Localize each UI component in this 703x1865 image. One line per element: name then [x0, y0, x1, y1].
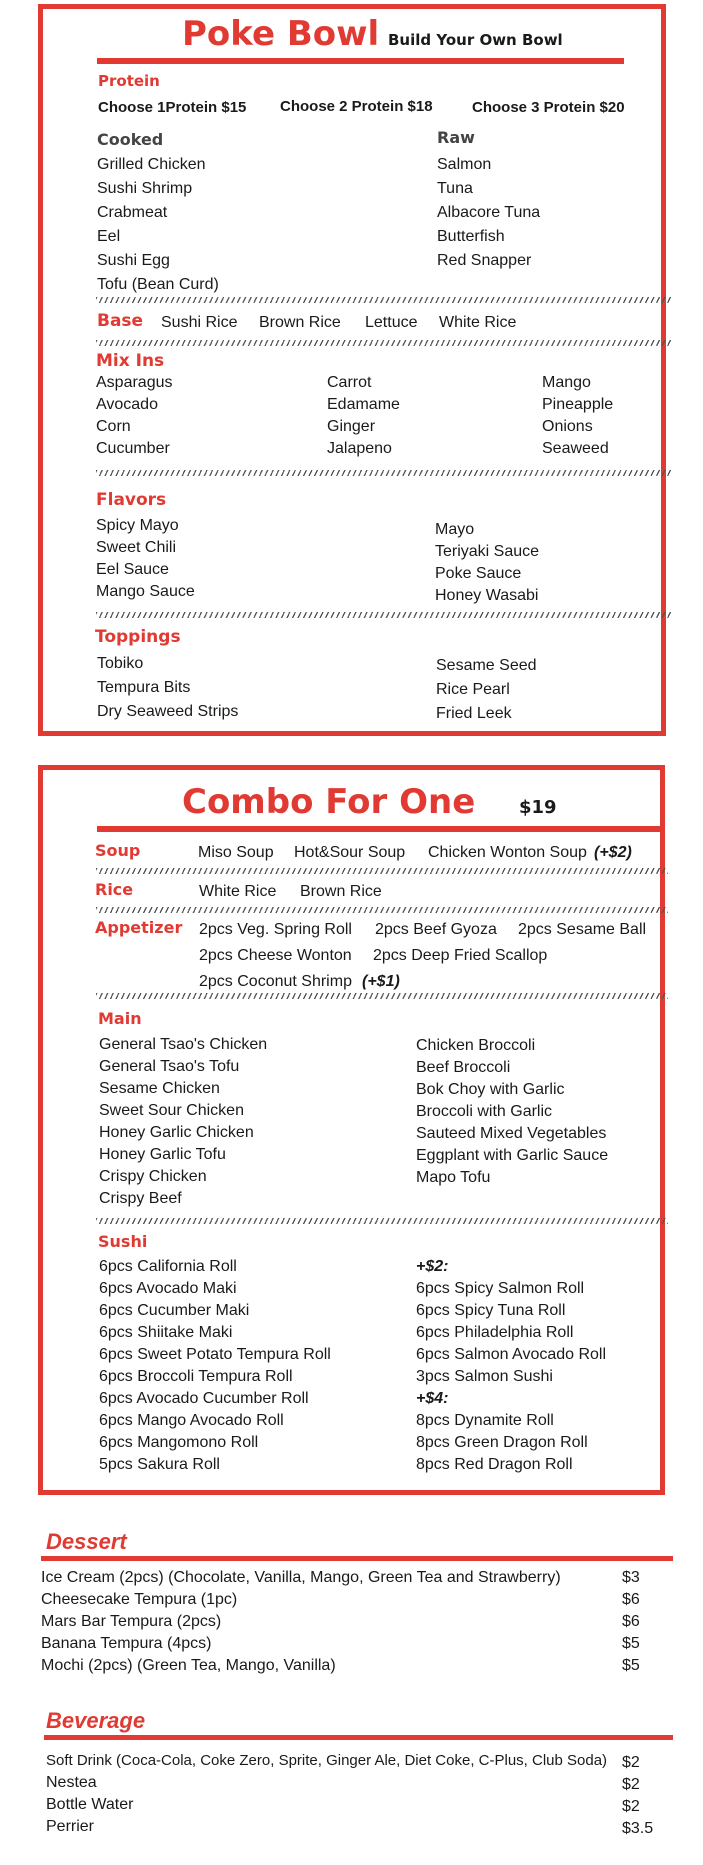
raw-heading: Raw [437, 128, 475, 147]
list-item: Mango Sauce [96, 583, 195, 600]
sushi-col-2 [416, 1256, 606, 1476]
list-item: Chicken Broccoli [416, 1037, 536, 1054]
list-item: 6pcs Spicy Tuna Roll [416, 1302, 566, 1319]
dessert-title: Dessert [46, 1529, 127, 1554]
divider [96, 340, 671, 346]
dessert-prices [622, 1567, 640, 1677]
appetizer-item: 2pcs Cheese Wonton [199, 947, 352, 964]
protein-heading: Protein [98, 72, 160, 90]
list-item: Ice Cream (2pcs) (Chocolate, Vanilla, Mango, Green Tea and Strawberry) [41, 1569, 561, 1586]
list-item: 6pcs Shiitake Maki [99, 1324, 233, 1341]
combo-price: $19 [519, 797, 557, 818]
list-item: Mapo Tofu [416, 1169, 491, 1186]
list-item: Red Snapper [437, 252, 532, 269]
list-item: 6pcs Broccoli Tempura Roll [99, 1368, 293, 1385]
list-item: Bottle Water [46, 1796, 134, 1813]
list-item: Sauteed Mixed Vegetables [416, 1125, 607, 1142]
list-item: Crispy Chicken [99, 1168, 207, 1185]
list-item: 6pcs Mangomono Roll [99, 1434, 259, 1451]
cooked-heading: Cooked [97, 130, 164, 149]
divider [96, 907, 668, 913]
main-col-2 [416, 1035, 608, 1189]
list-item: Asparagus [96, 374, 173, 391]
list-item: Soft Drink (Coca-Cola, Coke Zero, Sprite, Ginger Ale, Diet Coke, C-Plus, Club Soda) [46, 1752, 608, 1769]
list-item: Mango [542, 374, 591, 391]
appetizer-surcharge: (+$1) [362, 973, 400, 990]
list-item: Sushi Shrimp [97, 180, 193, 197]
list-item: Eel Sauce [96, 561, 169, 578]
mixins-col-3 [542, 372, 613, 460]
toppings-heading: Toppings [95, 627, 181, 647]
dessert-list [41, 1567, 561, 1677]
mixins-col-1 [96, 372, 173, 460]
list-item: Butterfish [437, 228, 505, 245]
divider [96, 993, 668, 999]
list-item: Sesame Seed [436, 657, 537, 674]
list-item: 6pcs Cucumber Maki [99, 1302, 250, 1319]
price: $5 [622, 1657, 640, 1674]
beverage-list [46, 1750, 607, 1838]
main-col-1 [99, 1034, 267, 1210]
price: $2 [622, 1776, 640, 1793]
list-item: Cheesecake Tempura (1pc) [41, 1591, 238, 1608]
rice-item: Brown Rice [300, 883, 382, 900]
appetizer-heading: Appetizer [95, 918, 183, 937]
appetizer-item: 2pcs Deep Fried Scallop [373, 947, 548, 964]
list-item: Poke Sauce [435, 565, 522, 582]
list-item: 6pcs Avocado Cucumber Roll [99, 1390, 309, 1407]
base-item: White Rice [439, 314, 517, 331]
list-item: Sushi Egg [97, 252, 170, 269]
list-item: 6pcs Avocado Maki [99, 1280, 237, 1297]
list-item: 8pcs Red Dragon Roll [416, 1456, 573, 1473]
list-item: 6pcs Salmon Avocado Roll [416, 1346, 607, 1363]
list-item: 6pcs Philadelphia Roll [416, 1324, 574, 1341]
flavors-col-1 [96, 515, 195, 603]
price: $5 [622, 1635, 640, 1652]
price: $6 [622, 1613, 640, 1630]
combo-title: Combo For One [182, 782, 476, 822]
list-item: 6pcs California Roll [99, 1258, 237, 1275]
list-item: Broccoli with Garlic [416, 1103, 553, 1120]
list-item: 8pcs Green Dragon Roll [416, 1434, 588, 1451]
protein-option-2: Choose 2 Protein $18 [280, 98, 433, 115]
list-item: Avocado [96, 396, 158, 413]
flavors-heading: Flavors [96, 490, 167, 510]
list-item: Eggplant with Garlic Sauce [416, 1147, 609, 1164]
dessert-rule [41, 1556, 673, 1561]
list-item: Edamame [327, 396, 400, 413]
mixins-heading: Mix Ins [96, 351, 165, 371]
list-item: Bok Choy with Garlic [416, 1081, 565, 1098]
beverage-prices [622, 1752, 653, 1840]
beverage-title: Beverage [46, 1708, 146, 1733]
poke-bowl-title: Poke Bowl [182, 14, 380, 54]
appetizer-item: 2pcs Sesame Ball [518, 921, 647, 938]
list-item: Fried Leek [436, 705, 512, 722]
toppings-col-1 [97, 652, 238, 724]
list-item: Corn [96, 418, 131, 435]
sushi-col-1 [99, 1256, 331, 1476]
sushi-upcharge-2: +$2: [416, 1258, 449, 1275]
list-item: Jalapeno [327, 440, 392, 457]
protein-option-1: Choose 1Protein $15 [98, 99, 247, 116]
list-item: 3pcs Salmon Sushi [416, 1368, 553, 1385]
base-item: Brown Rice [259, 314, 341, 331]
list-item: Dry Seaweed Strips [97, 703, 239, 720]
protein-option-3: Choose 3 Protein $20 [472, 99, 625, 116]
list-item: Tobiko [97, 655, 144, 672]
list-item: Crabmeat [97, 204, 168, 221]
list-item: Honey Garlic Chicken [99, 1124, 254, 1141]
list-item: Sesame Chicken [99, 1080, 220, 1097]
list-item: Cucumber [96, 440, 170, 457]
beverage-rule [44, 1735, 673, 1740]
list-item: Seaweed [542, 440, 609, 457]
base-item: Lettuce [365, 314, 418, 331]
list-item: Eel [97, 228, 121, 245]
divider [96, 868, 668, 874]
soup-item: Chicken Wonton Soup [428, 844, 587, 861]
soup-item: Miso Soup [198, 844, 274, 861]
price: $2 [622, 1754, 640, 1771]
divider [96, 297, 671, 303]
toppings-col-2 [436, 654, 537, 726]
main-heading: Main [98, 1009, 142, 1028]
list-item: Nestea [46, 1774, 97, 1791]
list-item: Mayo [435, 521, 475, 538]
flavors-col-2 [435, 519, 539, 607]
list-item: Albacore Tuna [437, 204, 541, 221]
list-item: Ginger [327, 418, 376, 435]
list-item: Sweet Sour Chicken [99, 1102, 244, 1119]
list-item: Spicy Mayo [96, 517, 179, 534]
list-item: 5pcs Sakura Roll [99, 1456, 220, 1473]
soup-surcharge: (+$2) [594, 844, 632, 861]
list-item: 8pcs Dynamite Roll [416, 1412, 554, 1429]
appetizer-item: 2pcs Coconut Shrimp [199, 973, 352, 990]
list-item: General Tsao's Tofu [99, 1058, 240, 1075]
list-item: Teriyaki Sauce [435, 543, 540, 560]
price: $2 [622, 1798, 640, 1815]
list-item: Crispy Beef [99, 1190, 182, 1207]
mixins-col-2 [327, 372, 400, 460]
list-item: Salmon [437, 156, 492, 173]
list-item: Banana Tempura (4pcs) [41, 1635, 212, 1652]
poke-title-rule [97, 58, 624, 64]
divider [96, 470, 671, 476]
base-heading: Base [97, 311, 144, 331]
list-item: Tempura Bits [97, 679, 191, 696]
list-item: Pineapple [542, 396, 614, 413]
list-item: General Tsao's Chicken [99, 1036, 268, 1053]
price: $3.5 [622, 1820, 654, 1837]
list-item: Grilled Chicken [97, 156, 206, 173]
divider [96, 612, 671, 618]
soup-item: Hot&Sour Soup [294, 844, 406, 861]
price: $3 [622, 1569, 640, 1586]
rice-item: White Rice [199, 883, 277, 900]
raw-list [437, 153, 540, 273]
appetizer-item: 2pcs Veg. Spring Roll [199, 921, 352, 938]
sushi-heading: Sushi [98, 1232, 148, 1251]
rice-heading: Rice [95, 880, 134, 899]
list-item: 6pcs Mango Avocado Roll [99, 1412, 284, 1429]
list-item: Carrot [327, 374, 372, 391]
appetizer-item: 2pcs Beef Gyoza [375, 921, 497, 938]
cooked-list [97, 153, 219, 297]
sushi-upcharge-4: +$4: [416, 1390, 449, 1407]
list-item: Onions [542, 418, 593, 435]
list-item: Honey Garlic Tofu [99, 1146, 226, 1163]
list-item: Mars Bar Tempura (2pcs) [41, 1613, 222, 1630]
price: $6 [622, 1591, 640, 1608]
list-item: Tofu (Bean Curd) [97, 276, 219, 293]
list-item: 6pcs Sweet Potato Tempura Roll [99, 1346, 331, 1363]
list-item: Mochi (2pcs) (Green Tea, Mango, Vanilla) [41, 1657, 336, 1674]
list-item: 6pcs Spicy Salmon Roll [416, 1280, 585, 1297]
list-item: Sweet Chili [96, 539, 177, 556]
list-item: Perrier [46, 1818, 95, 1835]
poke-bowl-subtitle: Build Your Own Bowl [388, 31, 563, 49]
soup-heading: Soup [95, 841, 141, 860]
list-item: Tuna [437, 180, 473, 197]
list-item: Honey Wasabi [435, 587, 539, 604]
list-item: Beef Broccoli [416, 1059, 511, 1076]
divider [96, 1218, 668, 1224]
list-item: Rice Pearl [436, 681, 510, 698]
combo-title-rule [97, 826, 660, 832]
base-item: Sushi Rice [161, 314, 238, 331]
